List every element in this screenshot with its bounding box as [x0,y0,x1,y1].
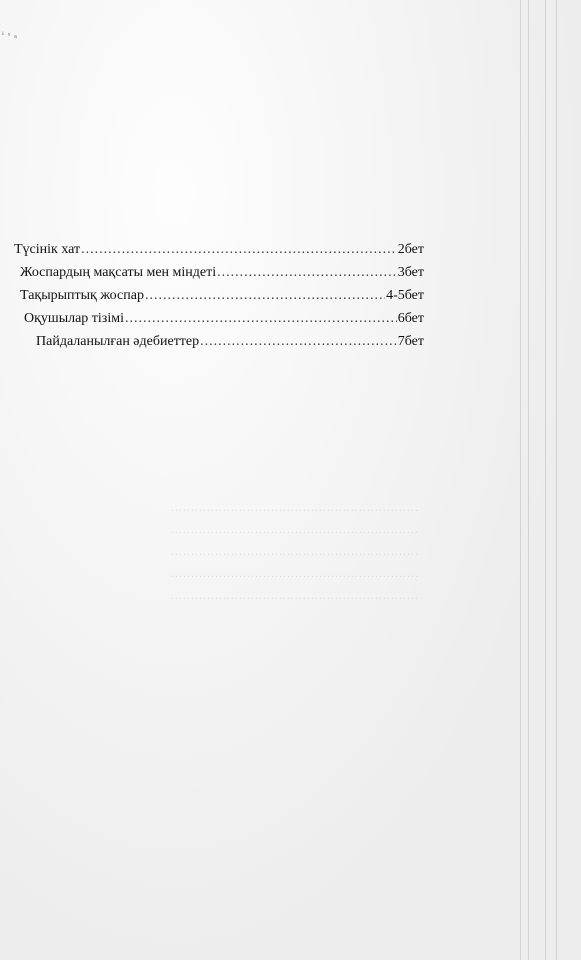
toc-leader-dots [200,334,397,350]
scan-artifact-line [520,0,521,960]
toc-item-page: 3бет [397,265,424,280]
ghost-dots [171,544,419,559]
corner-mark: ⁱ ˢ ₛ [2,30,19,40]
ghost-row [170,588,420,610]
toc-item-label: Оқушылар тізімі [24,311,124,326]
ghost-dots [171,500,419,515]
toc-item [14,265,424,288]
toc-item-page: 2бет [397,242,424,257]
toc-item [14,311,424,334]
toc-leader-dots [217,265,397,281]
bleed-through-ghost [170,500,420,610]
toc-item [14,288,424,311]
toc-leader-dots [145,288,385,304]
toc-leader-dots [125,311,397,327]
toc-item-label: Түсінік хат [14,242,81,257]
ghost-dots [171,588,419,603]
toc-item [14,242,424,265]
scan-artifact-line [528,0,529,960]
ghost-row [170,522,420,544]
toc-item-label: Жоспардың мақсаты мен міндеті [20,265,217,280]
toc-item-page: 7бет [397,334,424,349]
ghost-dots [171,522,419,537]
ghost-row [170,544,420,566]
toc-item [14,334,424,357]
toc-item-label: Тақырыптық жоспар [20,288,144,303]
toc-item-page: 6бет [397,311,424,326]
ghost-dots [171,566,419,581]
table-of-contents [14,242,424,357]
toc-leader-dots [81,242,397,258]
ghost-row [170,500,420,522]
toc-item-page: 4-5бет [386,288,424,303]
ghost-row [170,566,420,588]
scan-artifact-line [545,0,546,960]
scan-artifact-line [556,0,557,960]
toc-item-label: Пайдаланылған әдебиеттер [36,334,200,349]
